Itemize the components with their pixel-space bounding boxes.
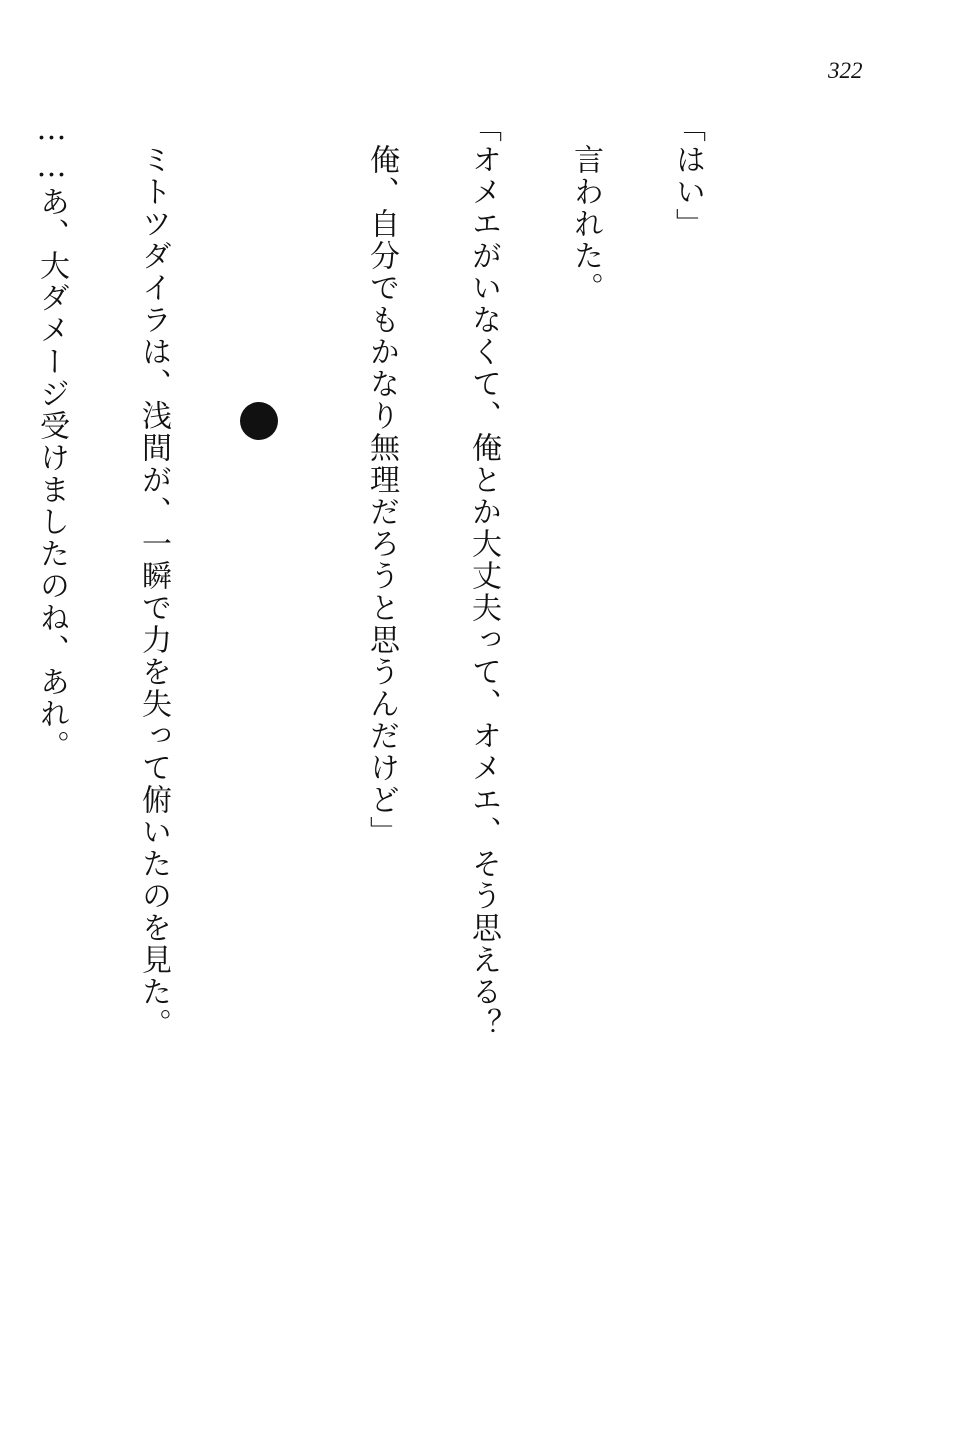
text-line: ……あ、大ダメージ受けましたのね、あれ。: [34, 112, 69, 762]
text-line: 言われた。: [568, 112, 603, 304]
section-break: [238, 112, 296, 1312]
text-line: 俺、自分でもかなり無理だろうと思うんだけど」: [364, 112, 399, 848]
body-text: [0, 112, 772, 1312]
text-line: 「オメエがいなくて、俺とか大丈夫って、オメエ、そう思える？: [466, 112, 501, 1040]
page-number: 322: [828, 58, 863, 83]
text-line: 「はい」: [670, 112, 705, 240]
section-break-dot-icon: [240, 402, 278, 440]
text-line: ミトツダイラは、浅間が、一瞬で力を失って俯いたのを見た。: [136, 112, 171, 1040]
